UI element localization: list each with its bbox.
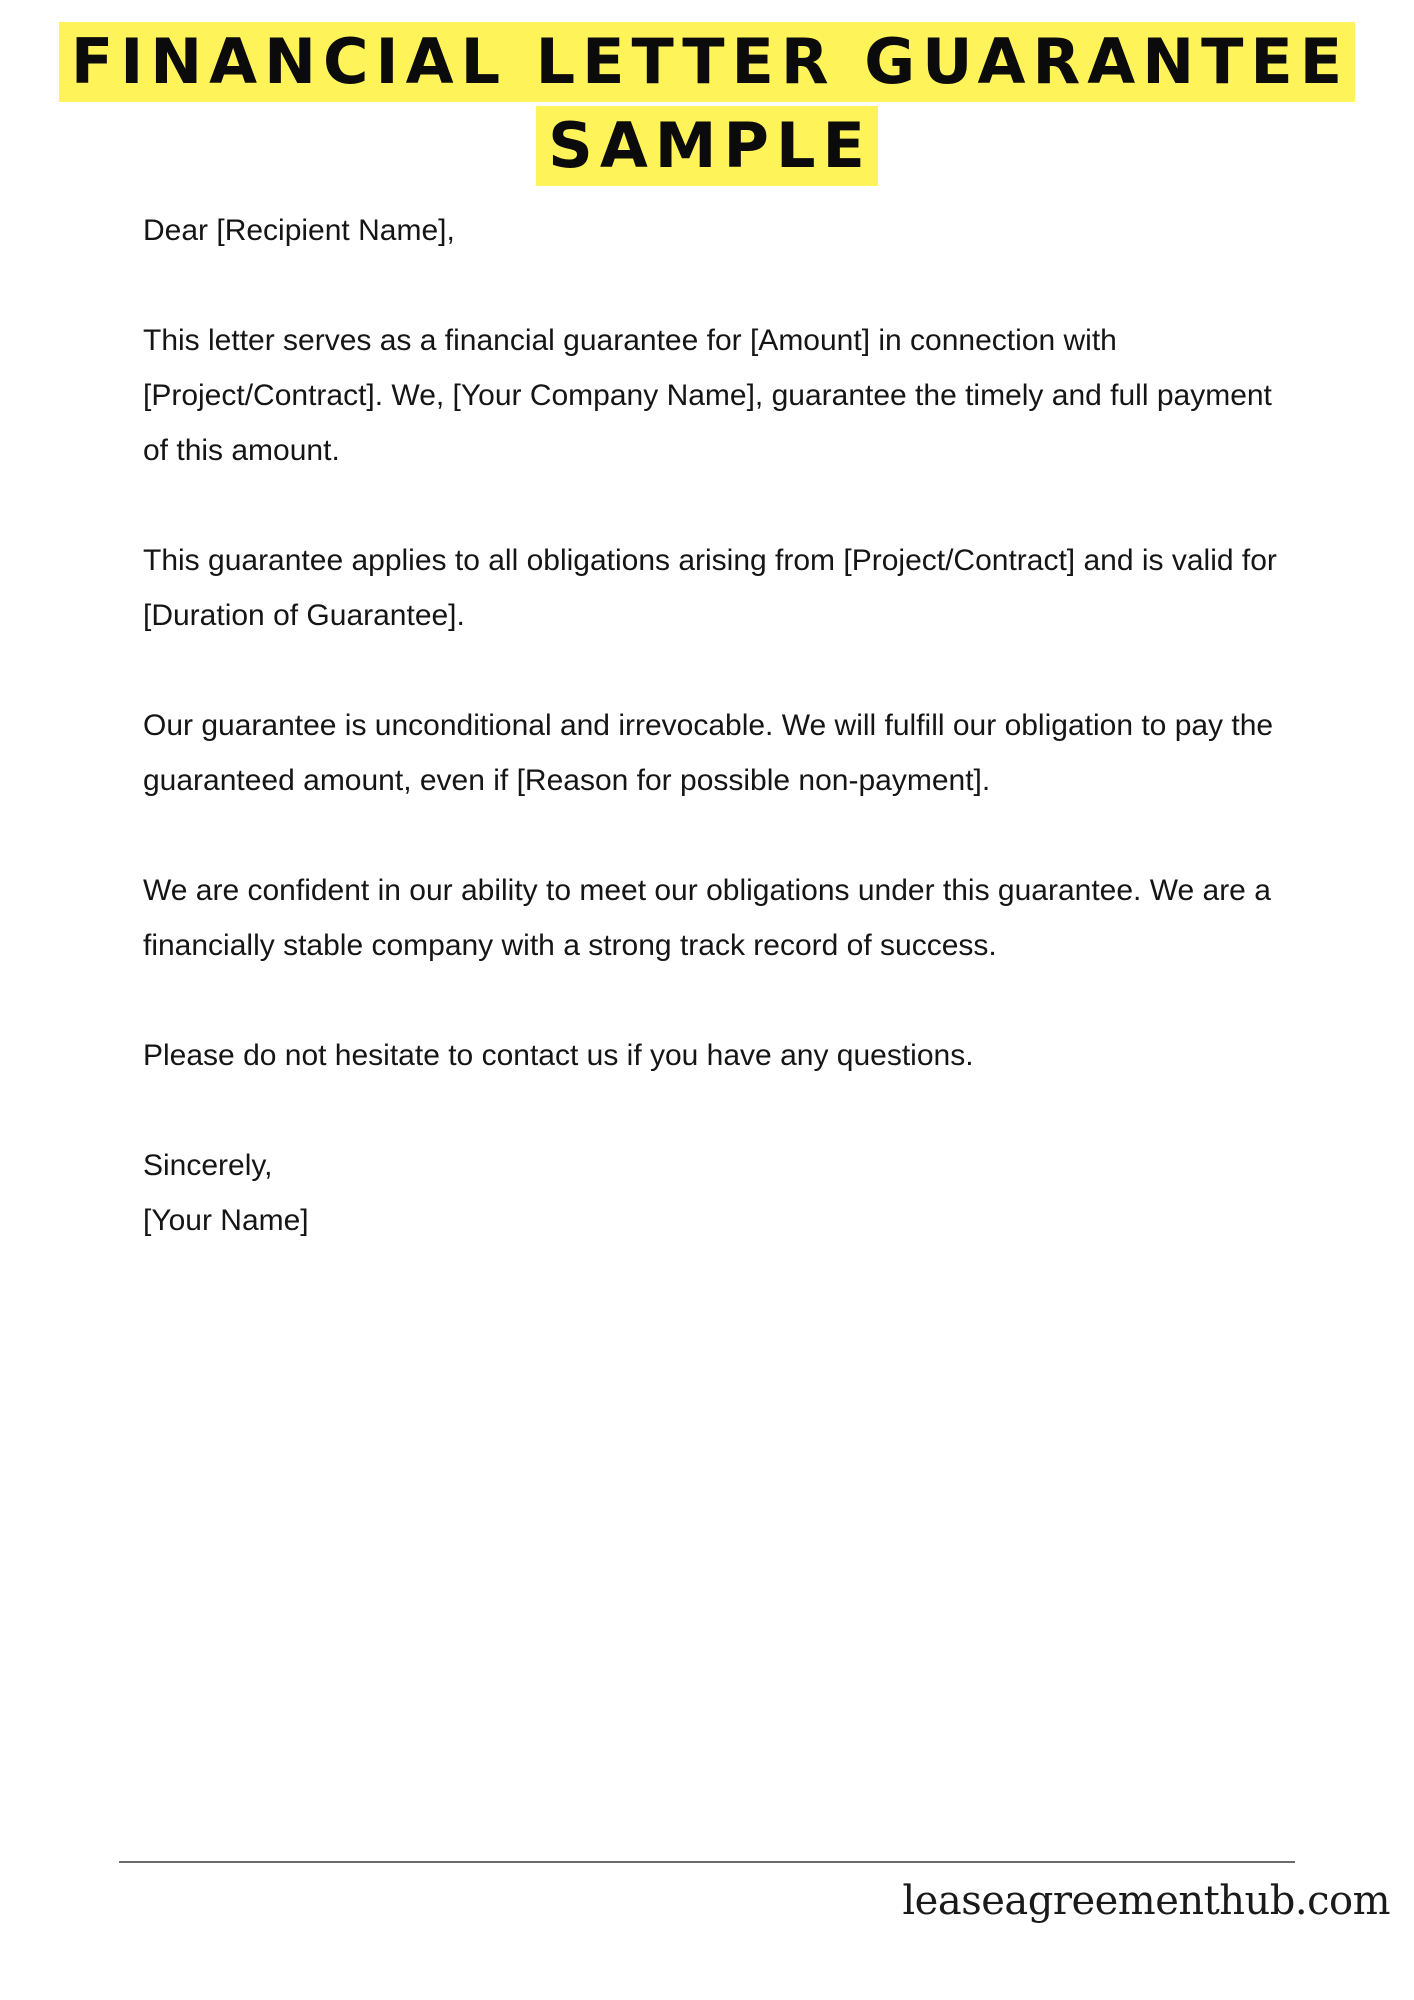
- closing: Sincerely,: [143, 1149, 273, 1182]
- salutation: Dear [Recipient Name],: [143, 214, 455, 247]
- paragraph-amount: This letter serves as a financial guarantee for [Amount] in connection with [Project/Contract]. We, [Your Company Name], guarantee the timely and full payment of this amount.: [143, 324, 1272, 467]
- document-title: [0, 22, 1414, 186]
- letter-body: [143, 203, 1303, 1248]
- footer-divider: [119, 1861, 1295, 1863]
- title-line-1: FINANCIAL LETTER GUARANTEE: [59, 22, 1355, 102]
- paragraph-scope: This guarantee applies to all obligations arising from [Project/Contract] and is valid for [Duration of Guarantee].: [143, 544, 1277, 632]
- signature: [Your Name]: [143, 1204, 309, 1237]
- paragraph-confidence: We are confident in our ability to meet our obligations under this guarantee. We are a financially stable company with a strong track record of success.: [143, 874, 1271, 962]
- title-line-2: SAMPLE: [536, 106, 878, 186]
- paragraph-contact: Please do not hesitate to contact us if you have any questions.: [143, 1039, 974, 1072]
- website-footer: leaseagreementhub.com: [902, 1878, 1390, 1924]
- paragraph-unconditional: Our guarantee is unconditional and irrevocable. We will fulfill our obligation to pay the guaranteed amount, even if [Reason for possible non-payment].: [143, 709, 1274, 797]
